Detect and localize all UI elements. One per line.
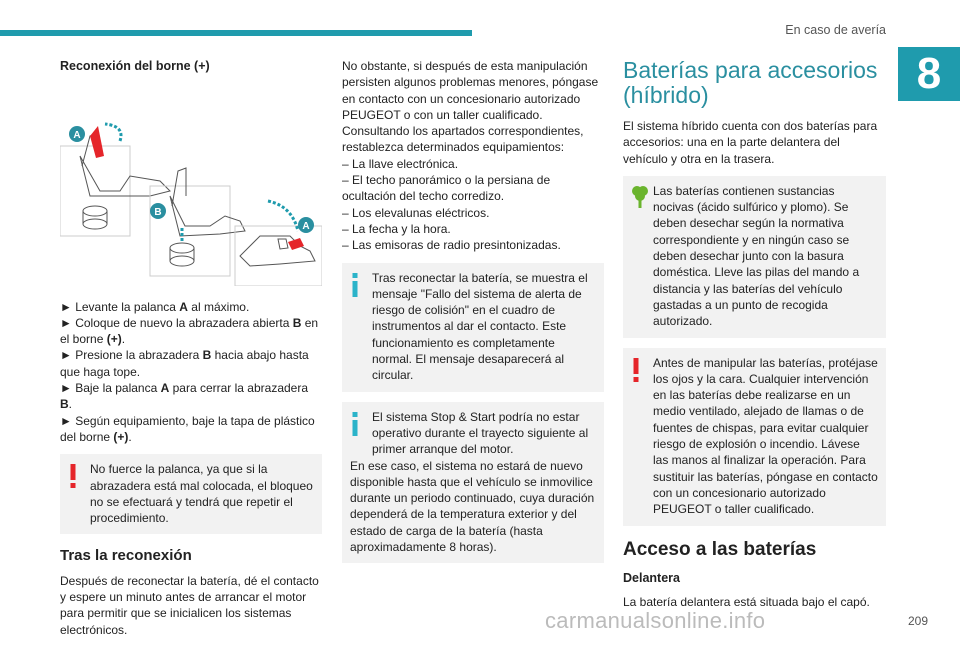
battery-terminal-illustration xyxy=(60,96,322,286)
step-5: ► Según equipamiento, baje la tapa de plástico del borne (+). xyxy=(60,413,315,444)
label-b: B xyxy=(154,207,162,219)
equipment-list xyxy=(342,156,604,254)
environment-note xyxy=(623,176,886,338)
section-heading: Tras la reconexión xyxy=(60,547,192,565)
label-a: A xyxy=(73,130,81,142)
lever-a-bottom xyxy=(288,238,304,250)
step-1: ► Levante la palanca A al máximo. xyxy=(60,299,250,314)
warning-icon xyxy=(631,358,641,382)
list-item: – La fecha y la hora. xyxy=(342,221,451,236)
warning-text: No fuerce la palanca, ya que si la abrazadera está mal colocada, el bloqueo no se efectuará y tendrá que repetir el procedimiento. xyxy=(90,462,313,526)
body-text: Después de reconectar la batería, dé el contacto y espere un minuto antes de arrancar el motor para permitir que se inicialicen los sistemas electrónicos. xyxy=(60,573,319,637)
subsection-title: Reconexión del borne (+) xyxy=(60,59,210,73)
list-item: – La llave electrónica. xyxy=(342,156,459,171)
label-a2: A xyxy=(302,221,310,233)
body-text: La batería delantera está situada bajo el capó. xyxy=(623,595,870,610)
page-title: Baterías para accesorios (híbrido) xyxy=(623,57,878,108)
column-3 xyxy=(623,58,886,617)
info-icon xyxy=(350,412,360,436)
subsection-title: Delantera xyxy=(623,570,680,585)
list-item: – Las emisoras de radio presintonizadas. xyxy=(342,238,561,253)
intro-text: El sistema híbrido cuenta con dos baterías para accesorios: una en la parte delantera del vehículo y otra en la trasera. xyxy=(623,119,878,166)
watermark: carmanualsonline.info xyxy=(545,608,766,633)
section-heading: Acceso a las baterías xyxy=(623,538,817,560)
intro-text: No obstante, si después de esta manipulación persisten algunos problemas menores, póngase en contacto con un concesionario autorizado PEUGEOT o con un taller cualificado. xyxy=(342,59,599,122)
step-4: ► Baje la palanca A para cerrar la abrazadera B. xyxy=(60,381,309,412)
warning-text: Antes de manipular las baterías, protéjase los ojos y la cara. Cualquier intervención en las baterías debe realizarse en un medio ventilado, alejado de llamas o de fuentes de chispas, para evitar cualquier riesgo de explosión o incendio. Lávese las manos al finalizar la operación. Para sustituir las baterías, póngase en contacto con un concesionario autorizado PEUGEOT o taller cualificado. xyxy=(653,355,878,517)
chapter-number: 8 xyxy=(898,47,960,101)
info-note-2 xyxy=(342,402,604,564)
consult-text: Consultando los apartados correspondientes, restablezca determinados equipamientos: xyxy=(342,124,584,155)
section-title: En caso de avería xyxy=(785,23,886,37)
header-accent-bar xyxy=(0,30,472,36)
info-icon xyxy=(350,273,360,297)
info-text-1: Tras reconectar la batería, se muestra el mensaje "Fallo del sistema de alerta de riesgo de colisión" en el cuadro de instrumentos al dar el contacto. Este funcionamiento es completamente normal. El mensaje desaparecerá al circular. xyxy=(372,270,588,383)
list-item: – El techo panorámico o la persiana de ocultación del techo corredizo. xyxy=(342,173,551,204)
info-note-1 xyxy=(342,263,604,392)
lever-a-top xyxy=(90,126,104,158)
info-text-2a: El sistema Stop & Start podría no estar operativo durante el trayecto siguiente al primer arranque del motor. xyxy=(372,409,589,457)
info-text-2b: En ese caso, el sistema no estará de nuevo disponible hasta que el vehículo se inmovilice durante un periodo continuado, cuya duración dependerá de la temperatura exterior y del estado de carga de la batería (hasta aproximadamente 8 horas). xyxy=(350,458,595,555)
step-3: ► Presione la abrazadera B hacia abajo hasta que haga tope. xyxy=(60,348,309,379)
warning-note xyxy=(60,454,322,534)
tree-icon xyxy=(631,184,649,208)
list-item: – Los elevalunas eléctricos. xyxy=(342,205,490,220)
procedure-steps xyxy=(60,299,322,446)
step-2: ► Coloque de nuevo la abrazadera abierta B en el borne (+). xyxy=(60,315,319,347)
column-2 xyxy=(342,58,604,573)
environment-text: Las baterías contienen sustancias nocivas (ácido sulfúrico y plomo). Se deben desechar según la normativa correspondiente y en ningún caso se deben desechar junto con la basura doméstica. Lleve las pilas del mando a distancia y las baterías del vehículo gastadas a un punto de recogida autorizado. xyxy=(653,183,860,329)
warning-note xyxy=(623,348,886,526)
column-1 xyxy=(60,58,322,645)
warning-icon xyxy=(68,464,78,488)
page-number: 209 xyxy=(907,614,928,628)
